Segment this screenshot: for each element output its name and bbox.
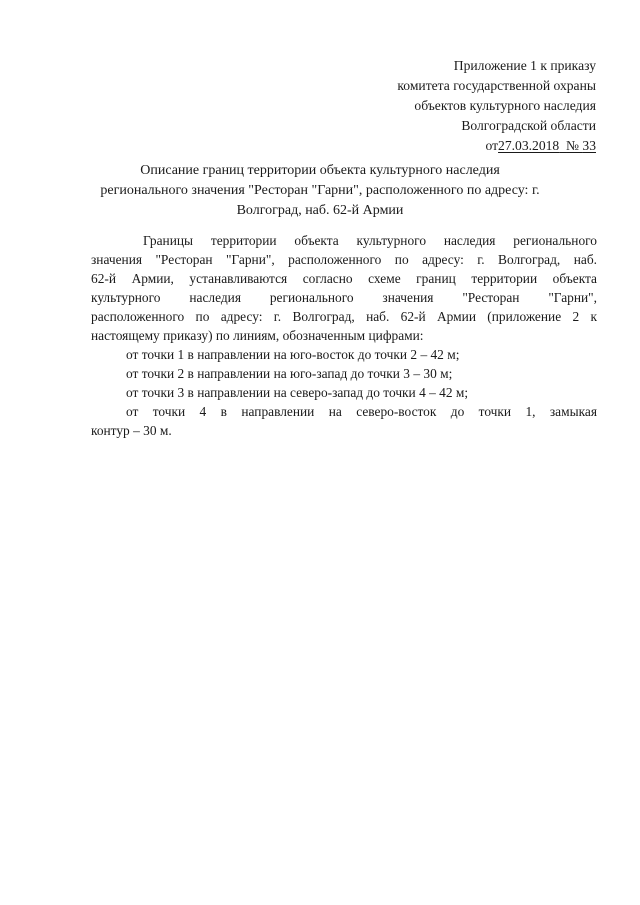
boundary-point-item: от точки 4 в направлении на северо-восток до точки 1, замыкая	[126, 404, 597, 419]
body-line: культурного наследия регионального значения "Ресторан "Гарни",	[91, 290, 597, 305]
title-line: регионального значения "Ресторан "Гарни", расположенного по адресу: г.	[100, 183, 540, 198]
appendix-line: объектов культурного наследия	[414, 98, 596, 113]
body-line: расположенного по адресу: г. Волгоград, наб. 62-й Армии (приложение 2 к	[91, 309, 597, 324]
appendix-header	[397, 56, 596, 156]
title-line: Волгоград, наб. 62-й Армии	[236, 203, 404, 218]
body-line: значения "Ресторан "Гарни", расположенного по адресу: г. Волгоград, наб.	[91, 252, 597, 267]
body-line: контур – 30 м.	[91, 423, 172, 438]
order-date: 27.03.2018	[498, 138, 560, 153]
boundary-point-item: от точки 2 в направлении на юго-запад до точки 3 – 30 м;	[126, 366, 453, 381]
order-prefix: от	[485, 138, 499, 153]
body-line: настоящему приказу) по линиям, обозначенным цифрами:	[91, 328, 424, 343]
boundary-point-item: от точки 1 в направлении на юго-восток до точки 2 – 42 м;	[126, 347, 460, 362]
order-number: № 33	[566, 138, 596, 153]
appendix-line: комитета государственной охраны	[397, 78, 596, 93]
document-body	[91, 231, 597, 440]
body-line: Границы территории объекта культурного наследия регионального	[143, 233, 597, 248]
title-line: Описание границ территории объекта культурного наследия	[140, 163, 500, 178]
appendix-line: Волгоградской области	[461, 118, 596, 133]
boundary-point-item: от точки 3 в направлении на северо-запад до точки 4 – 42 м;	[126, 385, 469, 400]
document-title	[96, 161, 544, 221]
appendix-line: Приложение 1 к приказу	[453, 58, 596, 73]
order-reference	[397, 136, 596, 156]
body-line: 62-й Армии, устанавливаются согласно схеме границ территории объекта	[91, 271, 597, 286]
